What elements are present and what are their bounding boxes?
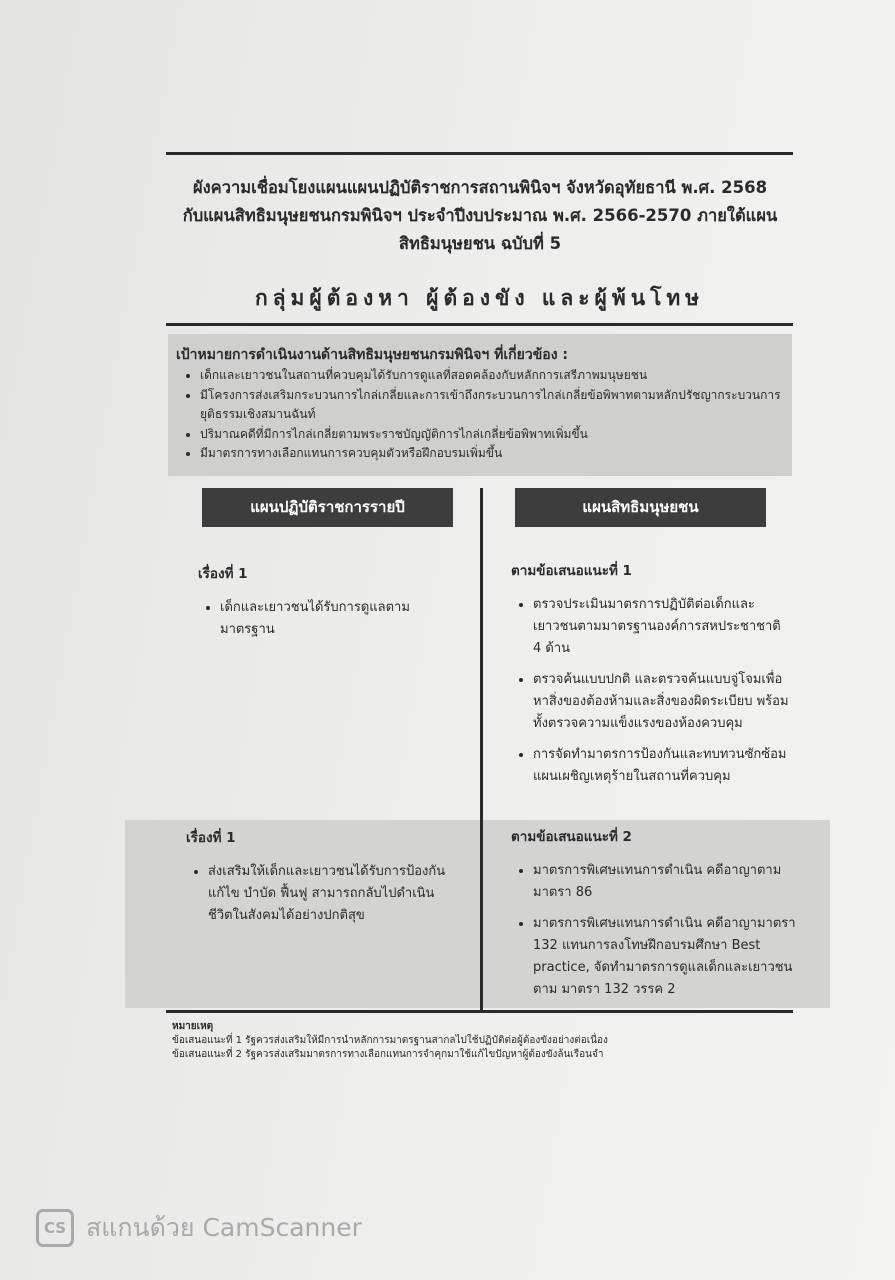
right-block-1-list	[511, 594, 791, 788]
goals-box	[168, 334, 792, 476]
right-block-1-title: ตามข้อเสนอแนะที่ 1	[511, 563, 632, 579]
document-subtitle: กลุ่มผู้ต้องหา ผู้ต้องขัง และผู้พ้นโทษ	[254, 286, 705, 310]
list-item: • ตรวจค้นแบบปกติ และตรวจค้นแบบจู่โจมเพื่อหาสิ่งของต้องห้ามและสิ่งของผิดระเบียบ พร้อมทั้งตรวจความแข็งแรงของห้องควบคุม	[533, 669, 791, 735]
document-title	[150, 174, 810, 258]
list-item: • เด็กและเยาวชนได้รับการดูแลตามมาตรฐาน	[220, 597, 448, 641]
title-line-2: กับแผนสิทธิมนุษยชนกรมพินิจฯ ประจำปีงบประมาณ พ.ศ. 2566-2570 ภายใต้แผน	[182, 206, 778, 225]
note-line-2: ข้อเสนอแนะที่ 2 รัฐควรส่งเสริมมาตรการทางเลือกแทนการจำคุกมาใช้แก้ไขปัญหาผู้ต้องขังล้นเรือนจำ	[172, 1049, 604, 1060]
column-divider	[480, 488, 483, 1010]
goals-list	[176, 366, 784, 464]
notes	[172, 1020, 812, 1062]
note-line-1: ข้อเสนอแนะที่ 1 รัฐควรส่งเสริมให้มีการนำหลักการมาตรฐานสากลไปใช้ปฏิบัติต่อผู้ต้องขังอย่างต่อเนื่อง	[172, 1035, 608, 1046]
goal-item: • ปริมาณคดีที่มีการไกล่เกลี่ยตามพระราชบัญญัติการไกล่เกลี่ยข้อพิพาทเพิ่มขึ้น	[200, 425, 784, 445]
list-item: • การจัดทำมาตรการป้องกันและทบทวนซักซ้อมแผนเผชิญเหตุร้ายในสถานที่ควบคุม	[533, 744, 791, 788]
left-block-2-list	[186, 861, 454, 927]
left-block-2	[186, 827, 454, 936]
left-block-1-list	[198, 597, 448, 641]
human-rights-plan-header: แผนสิทธิมนุษยชน	[515, 488, 766, 527]
camscanner-logo-icon: CS	[36, 1209, 74, 1247]
right-block-2-title: ตามข้อเสนอแนะที่ 2	[511, 829, 632, 845]
goal-item: • เด็กและเยาวชนในสถานที่ควบคุมได้รับการดูแลที่สอดคล้องกับหลักการเสรีภาพมนุษยชน	[200, 366, 784, 386]
list-item: • มาตรการพิเศษแทนการดำเนิน คดีอาญามาตรา 132 แทนการลงโทษฝึกอบรมศึกษา Best practice, จัดทำมาตรการดูแลเด็กและเยาวชนตาม มาตรา 132 วรรค 2	[533, 913, 806, 1001]
goal-item: • มีโครงการส่งเสริมกระบวนการไกล่เกลี่ยและการเข้าถึงกระบวนการไกล่เกลี่ยข้อพิพาทตามหลักปรัชญากระบวนการยุติธรรมเชิงสมานฉันท์	[200, 386, 784, 425]
title-line-1: ผังความเชื่อมโยงแผนแผนปฏิบัติราชการสถานพินิจฯ จังหวัดอุทัยธานี พ.ศ. 2568	[192, 178, 768, 197]
subtitle-rule	[166, 323, 793, 326]
watermark-text: สแกนด้วย CamScanner	[86, 1213, 362, 1242]
notes-heading: หมายเหตุ	[172, 1021, 214, 1032]
title-line-3: สิทธิมนุษยชน ฉบับที่ 5	[398, 234, 562, 253]
right-block-1	[511, 560, 791, 797]
list-item: • มาตรการพิเศษแทนการดำเนิน คดีอาญาตามมาตรา 86	[533, 860, 806, 904]
list-item: • ส่งเสริมให้เด็กและเยาวชนได้รับการป้องกัน แก้ไข บำบัด ฟื้นฟู สามารถกลับไปดำเนินชีวิตในสังคมได้อย่างปกติสุข	[208, 861, 454, 927]
left-block-1	[198, 563, 448, 650]
left-block-1-title: เรื่องที่ 1	[198, 566, 248, 582]
annual-plan-header: แผนปฏิบัติราชการรายปี	[202, 488, 453, 527]
camscanner-watermark	[36, 1208, 362, 1248]
left-block-2-title: เรื่องที่ 1	[186, 830, 236, 846]
list-item: • ตรวจประเมินมาตรการปฏิบัติต่อเด็กและเยาวชนตามมาตรฐานองค์การสหประชาชาติ 4 ด้าน	[533, 594, 791, 660]
right-block-2	[511, 826, 806, 1010]
right-block-2-list	[511, 860, 806, 1001]
bottom-rule	[166, 1010, 793, 1013]
top-rule	[166, 152, 793, 155]
goals-heading: เป้าหมายการดำเนินงานด้านสิทธิมนุษยชนกรมพินิจฯ ที่เกี่ยวข้อง :	[176, 347, 569, 363]
goal-item: • มีมาตรการทางเลือกแทนการควบคุมตัวหรือฝึกอบรมเพิ่มขึ้น	[200, 444, 784, 464]
